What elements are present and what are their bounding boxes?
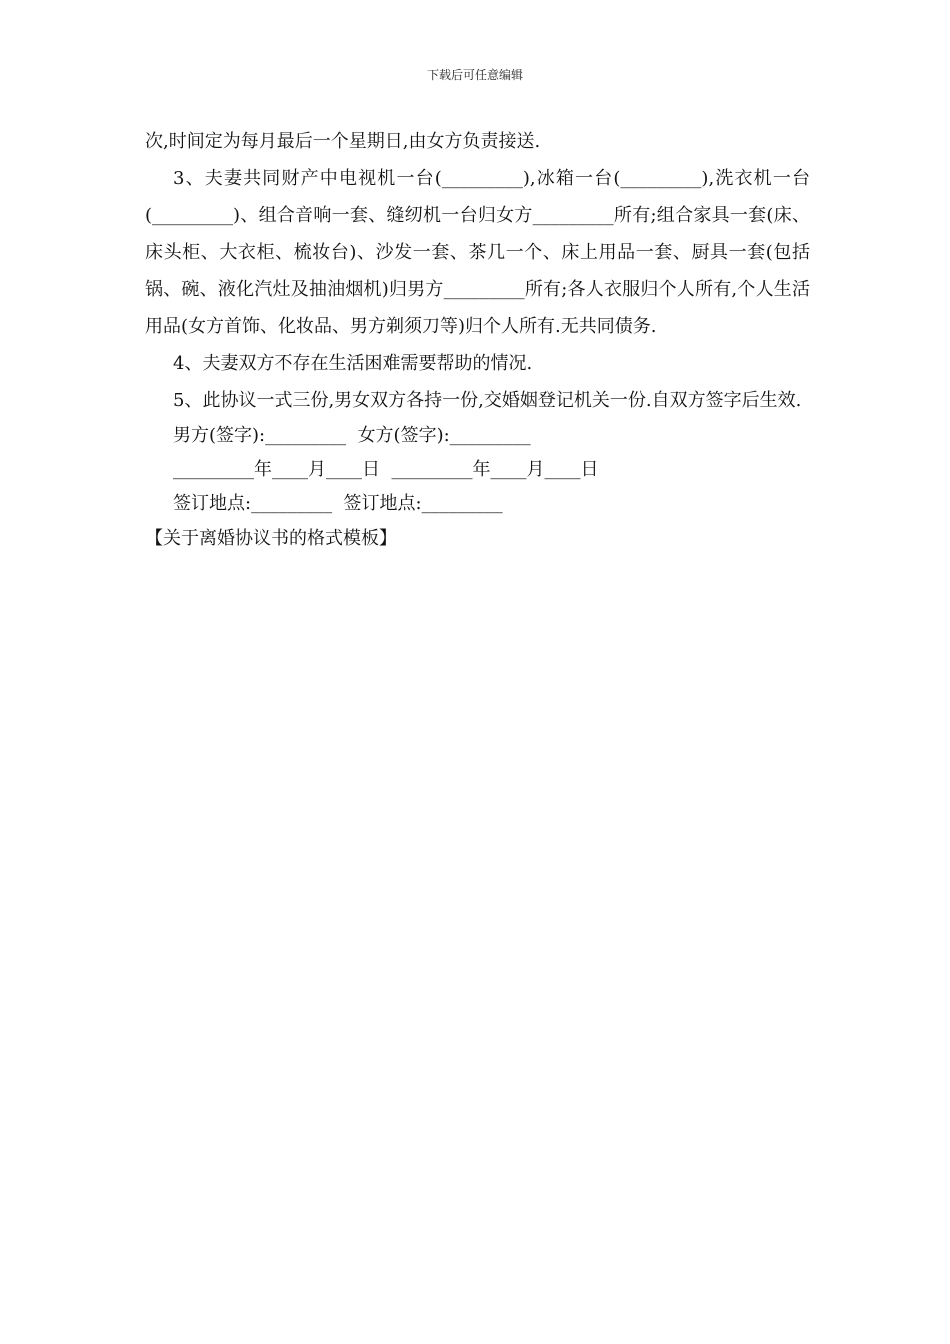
signature-names-line: 男方(签字):_________ 女方(签字):_________	[173, 425, 531, 446]
paragraph-property-division: 3、夫妻共同财产中电视机一台(_________),冰箱一台(_________),洗衣机一台(_________)、组合音响一套、缝纫机一台归女方_________所有;组合家具一套(床、床头柜、大衣柜、梳妆台)、沙发一套、茶几一个、床上用品一套、厨具一套(包括锅、碗、液化汽灶及抽油烟机)归男方_________所有;各人衣服归个人所有,个人生活用品(女方首饰、化妆品、男方剃须刀等)归个人所有.无共同债务.	[145, 168, 810, 337]
paragraph-no-hardship: 4、夫妻双方不存在生活困难需要帮助的情况.	[173, 353, 533, 374]
document-body	[145, 123, 810, 557]
section-title: 【关于离婚协议书的格式模板】	[145, 528, 397, 549]
signature-places-line: 签订地点:_________ 签订地点:_________	[173, 493, 503, 514]
paragraph-continuation: 次,时间定为每月最后一个星期日,由女方负责接送.	[145, 131, 541, 152]
header-note: 下载后可任意编辑	[426, 68, 523, 82]
signature-dates-line: _________年____月____日 _________年____月____日	[173, 459, 599, 480]
paragraph-copies: 5、此协议一式三份,男女双方各持一份,交婚姻登记机关一份.自双方签字后生效.	[173, 390, 802, 411]
